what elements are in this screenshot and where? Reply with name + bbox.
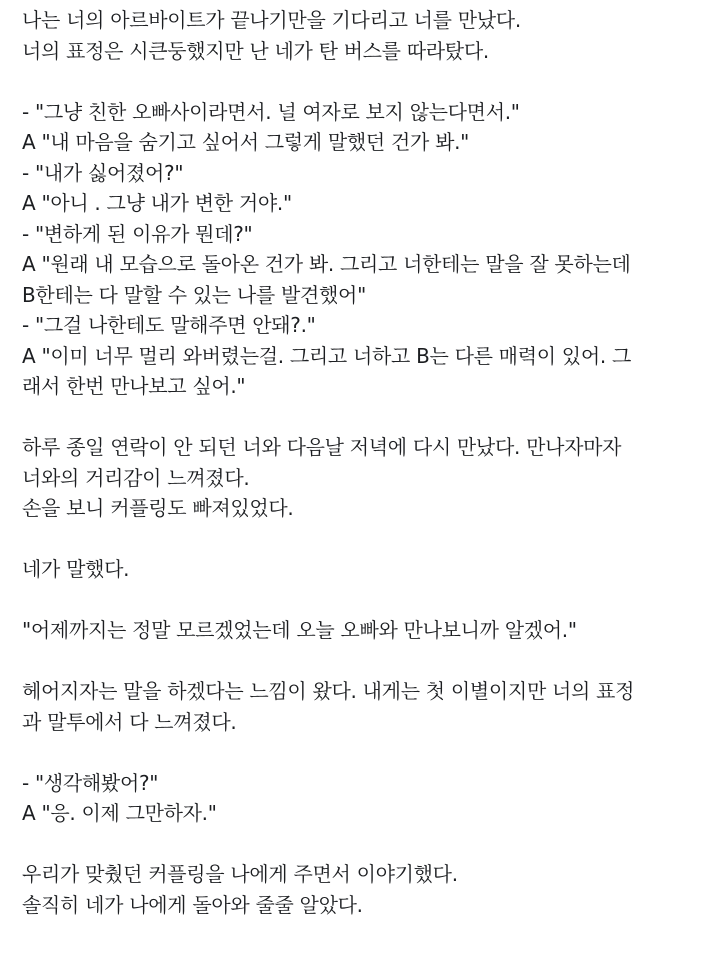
text-line: 너와의 거리감이 느껴졌다. [22, 465, 250, 490]
dialogue-line: A "응. 이제 그만하자." [22, 801, 217, 825]
text-line: 네가 말했다. [22, 557, 130, 581]
dialogue-line: - "변하게 된 이유가 뭔데?" [22, 221, 253, 246]
dialogue-line: A "아니 . 그냥 내가 변한 거야." [22, 191, 292, 215]
text-line: 우리가 맞췄던 커플링을 나에게 주면서 이야기했다. [22, 862, 458, 886]
blank-line [22, 66, 726, 97]
blank-line [22, 524, 726, 555]
blank-line [22, 402, 726, 433]
dialogue-line: A "이미 너무 멀리 와버렸는걸. 그리고 너하고 B는 다른 매력이 있어. 그 [22, 343, 631, 368]
text-line: 과 말투에서 다 느껴졌다. [22, 709, 237, 734]
dialogue-line: - "생각해봤어?" [22, 770, 159, 795]
dialogue-line: - "내가 싫어졌어?" [22, 160, 184, 185]
quote-line: "어제까지는 정말 모르겠었는데 오늘 오빠와 만나보니까 알겠어." [22, 618, 577, 642]
blank-line [22, 829, 726, 860]
blank-line [22, 585, 726, 616]
blank-line [22, 646, 726, 677]
dialogue-line: A "내 마음을 숨기고 싶어서 그렇게 말했던 건가 봐." [22, 130, 470, 154]
text-line: 너의 표정은 시큰둥했지만 난 네가 탄 버스를 따라탔다. [22, 38, 489, 63]
dialogue-line: - "그걸 나한테도 말해주면 안돼?." [22, 313, 316, 337]
dialogue-line: - "그냥 친한 오빠사이라면서. 널 여자로 보지 않는다면서." [22, 99, 520, 124]
text-line: 솔직히 네가 나에게 돌아와 줄줄 알았다. [22, 892, 363, 917]
dialogue-line: 래서 한번 만나보고 싶어." [22, 374, 246, 398]
blank-line [22, 737, 726, 768]
text-line: 헤어지자는 말을 하겠다는 느낌이 왔다. 내게는 첫 이별이지만 너의 표정 [22, 679, 635, 703]
text-line: 손을 보니 커플링도 빠져있었다. [22, 496, 294, 520]
dialogue-line: A "원래 내 모습으로 돌아온 건가 봐. 그리고 너한테는 말을 잘 못하는데 [22, 252, 631, 276]
text-line: 하루 종일 연락이 안 되던 너와 다음날 저녁에 다시 만났다. 만나자마자 [22, 435, 622, 459]
dialogue-line: B한테는 다 말할 수 있는 나를 발견했어" [22, 282, 366, 307]
text-line: 나는 너의 아르바이트가 끝나기만을 기다리고 너를 만났다. [22, 8, 521, 32]
